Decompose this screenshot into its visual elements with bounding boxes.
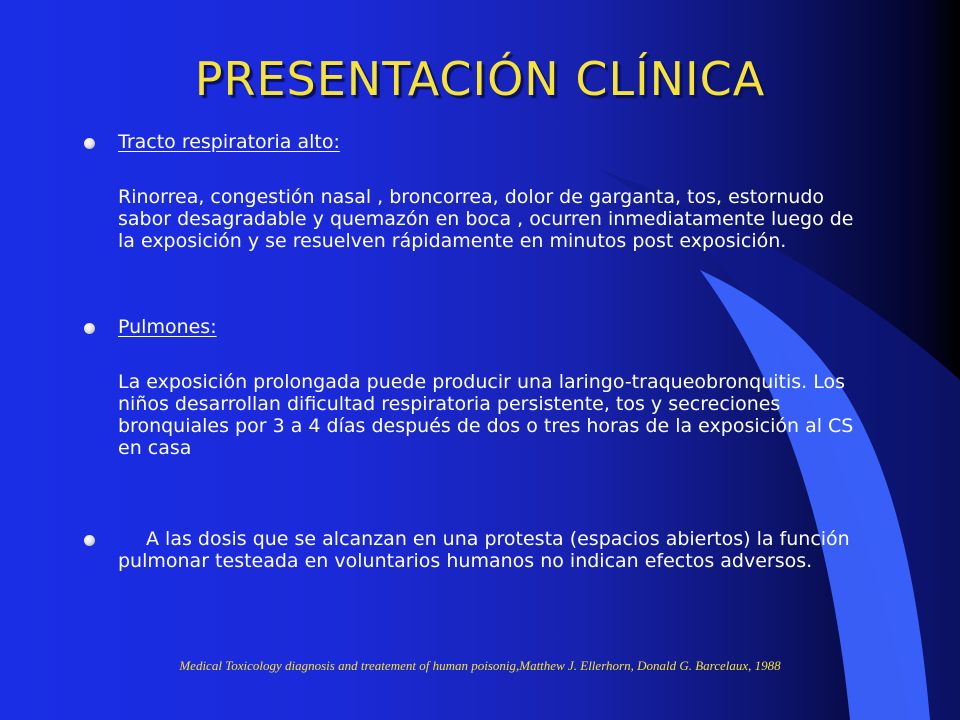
section-heading-upper-respiratory: Tracto respiratoria alto: xyxy=(118,131,340,153)
section-heading-lungs: Pulmones: xyxy=(118,316,217,338)
section-body-lungs: La exposición prolongada puede producir una laringo-traqueobronquitis. Los niños desarrollan dificultad respiratoria persistente, tos y secreciones bronquiales por 3 a 4 días después de dos o tres horas de la exposición al CS en casa xyxy=(118,371,854,459)
bullet-1 xyxy=(84,138,95,149)
bullet-3 xyxy=(84,535,95,546)
slide-title: PRESENTACIÓN CLÍNICA xyxy=(194,52,766,106)
bullet-2 xyxy=(84,323,95,334)
section-body-upper-respiratory: Rinorrea, congestión nasal , broncorrea, dolor de garganta, tos, estornudo sabor desagradable y quemazón en boca , ocurren inmediatamente luego de la exposición y se resuelven rápidamente en minutos post exposición. xyxy=(118,186,854,252)
citation: Medical Toxicology diagnosis and treatement of human poisonig,Matthew J. Ellerhorn, Donald G. Barcelaux, 1988 xyxy=(179,658,781,673)
section-text-protest-dose: A las dosis que se alcanzan en una protesta (espacios abiertos) la función pulmonar testeada en voluntarios humanos no indican efectos adversos. xyxy=(118,528,850,572)
